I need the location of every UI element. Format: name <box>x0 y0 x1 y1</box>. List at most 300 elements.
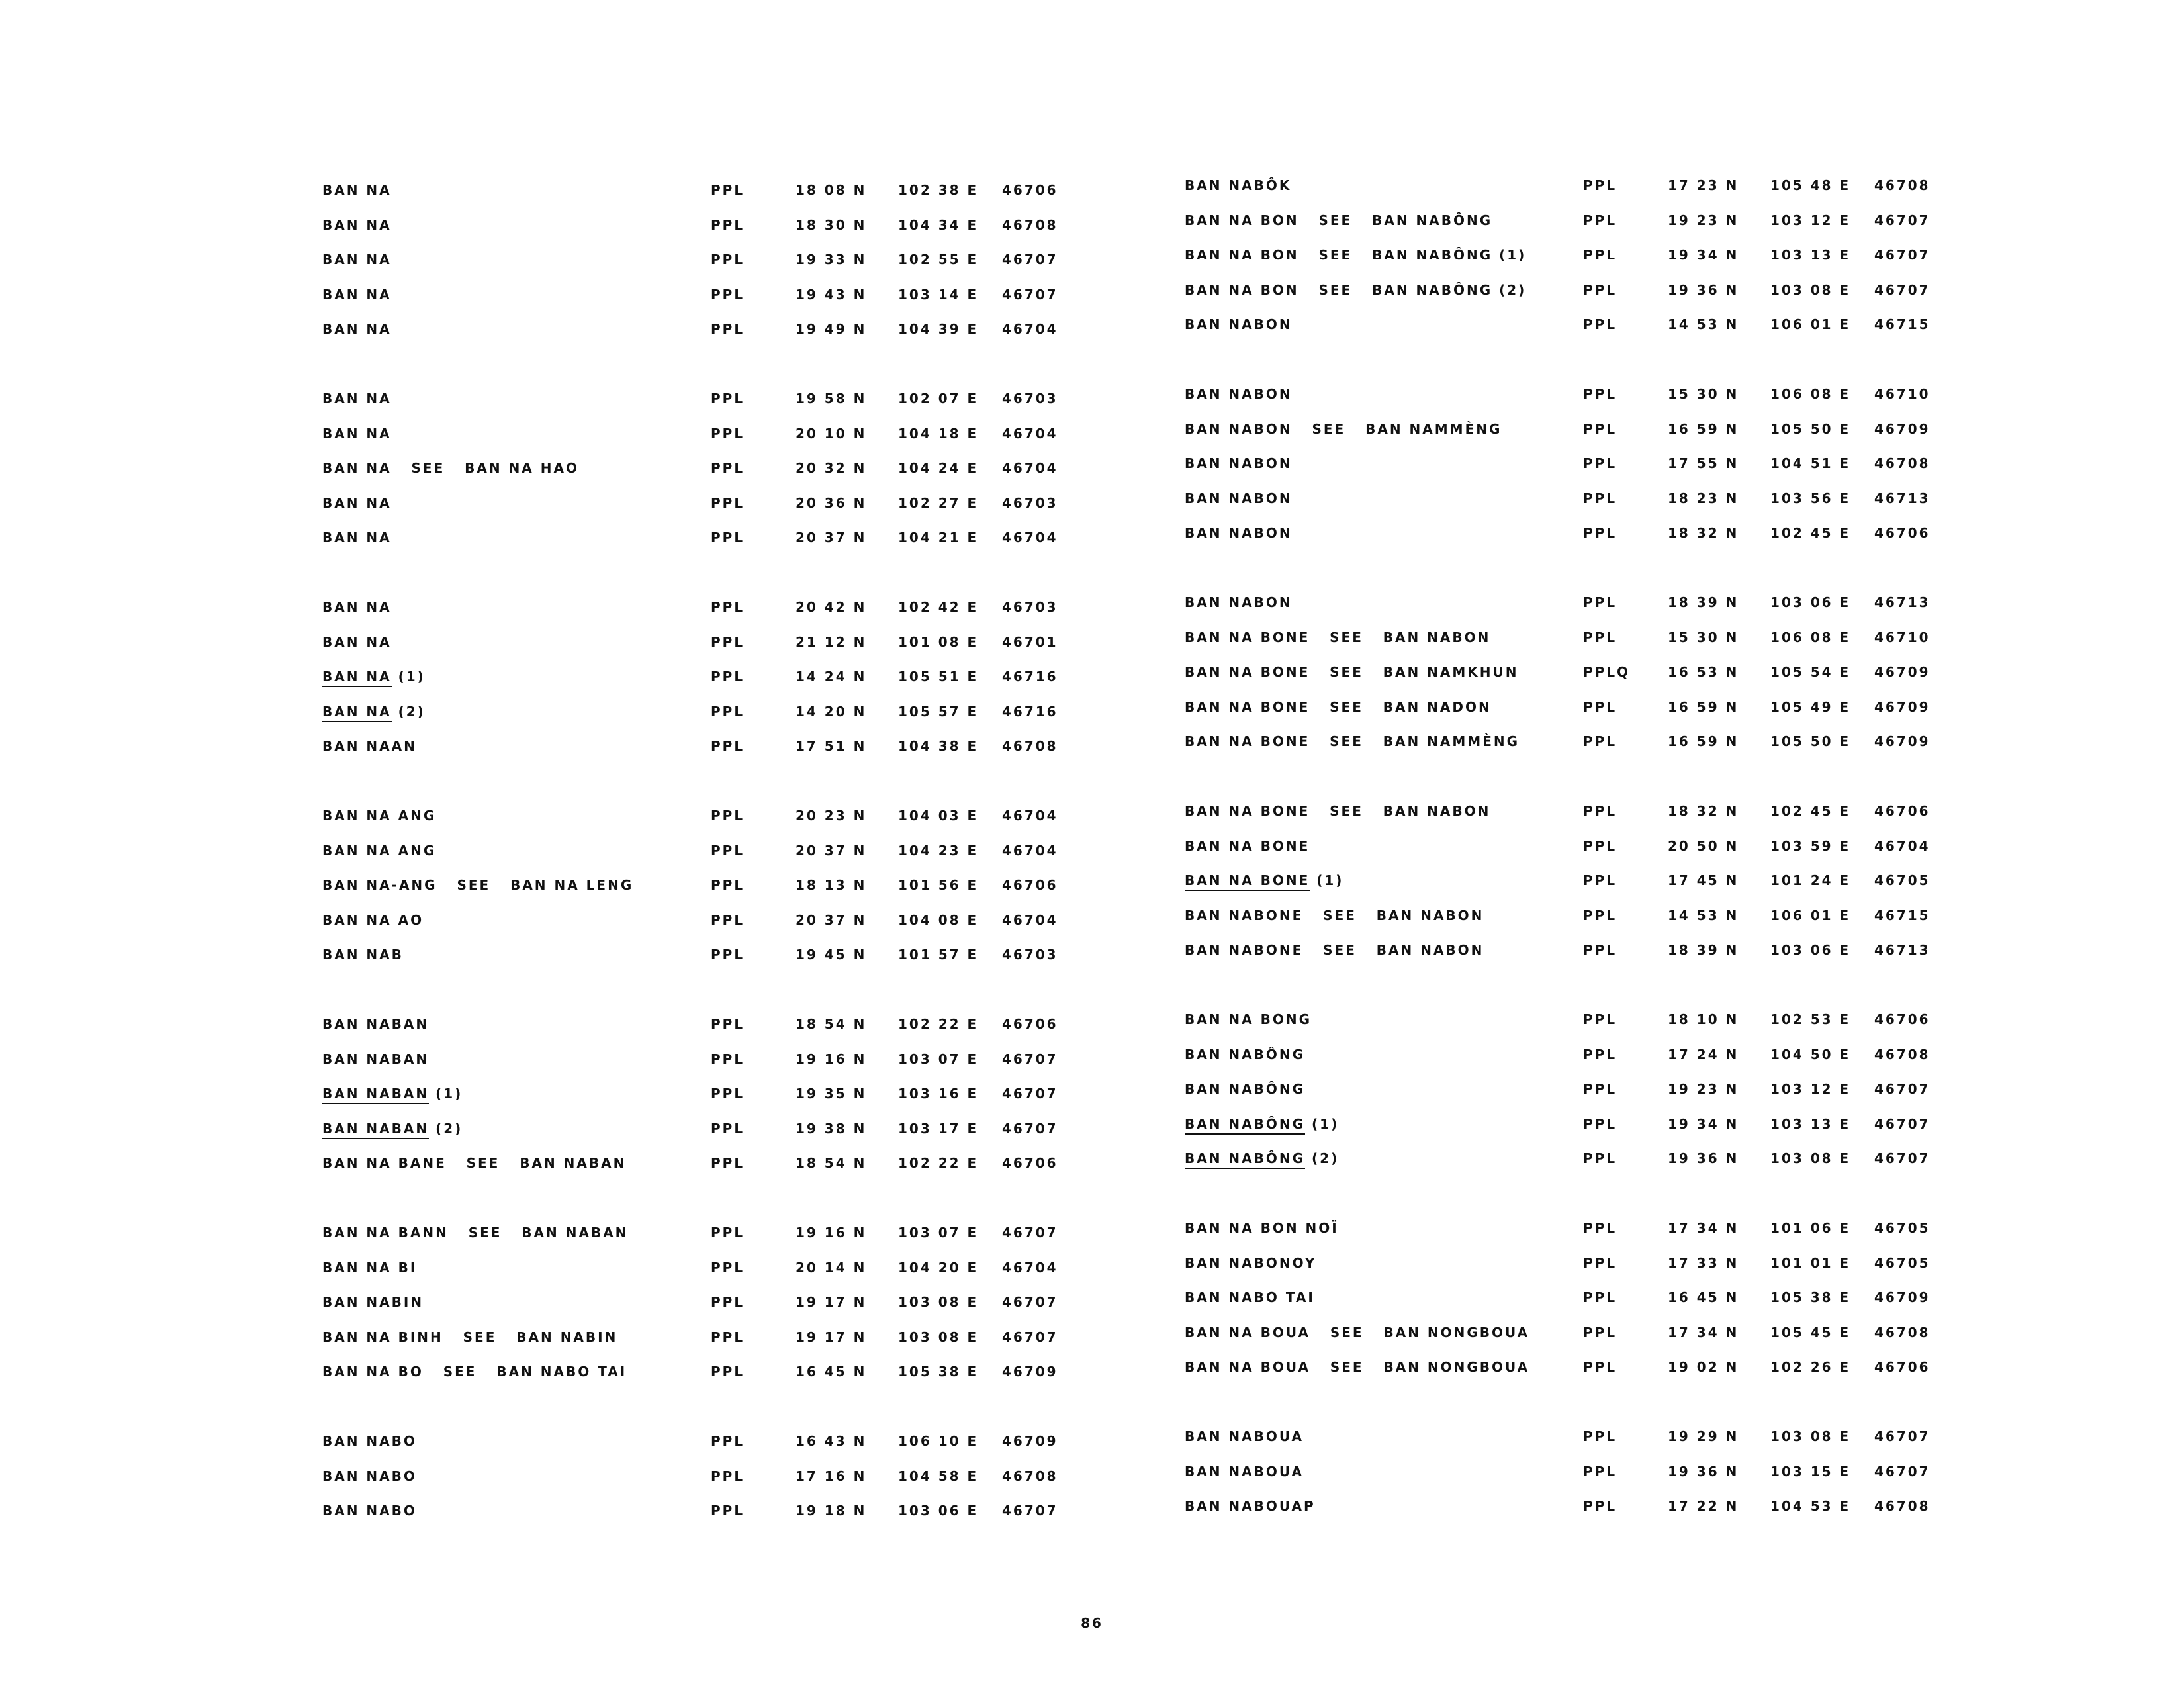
latitude: 20 37 N <box>796 912 867 928</box>
feature-type: PPL <box>1583 455 1617 471</box>
feature-type: PPL <box>1583 907 1617 923</box>
longitude: 103 06 E <box>1770 942 1851 958</box>
feature-type: PPL <box>1583 1289 1617 1305</box>
feature-type: PPL <box>1583 247 1617 263</box>
feature-type: PPL <box>711 842 745 859</box>
entry-row <box>1059 1289 2118 1309</box>
feature-type: PPL <box>711 1468 745 1484</box>
place-name <box>322 495 392 511</box>
longitude: 101 01 E <box>1770 1254 1851 1271</box>
place-name <box>1185 594 1293 610</box>
longitude: 102 45 E <box>1770 803 1851 819</box>
map-sheet-code: 46707 <box>1874 1150 1931 1166</box>
longitude: 105 38 E <box>1770 1289 1851 1305</box>
longitude: 101 08 E <box>898 633 979 650</box>
longitude: 103 06 E <box>898 1503 979 1519</box>
place-name <box>1185 455 1293 471</box>
longitude: 104 21 E <box>898 530 979 545</box>
latitude: 16 53 N <box>1668 664 1739 680</box>
feature-type: PPL <box>711 599 745 615</box>
latitude: 17 45 N <box>1668 872 1739 888</box>
map-sheet-code: 46709 <box>1874 1289 1931 1305</box>
entry-row <box>0 1086 1059 1105</box>
map-sheet-code: 46703 <box>1002 599 1058 615</box>
place-name-text: BAN NA ANG <box>322 842 437 859</box>
feature-type: PPL <box>1583 1463 1617 1479</box>
feature-type: PPL <box>1583 316 1617 332</box>
entry-row <box>0 1225 1059 1244</box>
place-name <box>322 1294 424 1310</box>
map-sheet-code: 46709 <box>1874 733 1931 749</box>
latitude: 20 14 N <box>796 1259 867 1276</box>
map-sheet-code: 46710 <box>1874 629 1931 645</box>
map-sheet-code: 46709 <box>1874 420 1931 437</box>
map-sheet-code: 46706 <box>1002 182 1058 198</box>
place-name <box>1185 733 1520 749</box>
latitude: 21 12 N <box>796 633 867 650</box>
place-name-text: BAN NABON <box>1185 455 1293 471</box>
longitude: 103 14 E <box>898 286 979 303</box>
longitude: 104 03 E <box>898 808 979 823</box>
map-sheet-code: 46707 <box>1874 247 1931 263</box>
latitude: 18 32 N <box>1668 525 1739 541</box>
latitude: 16 45 N <box>796 1364 867 1380</box>
place-name <box>1185 908 1484 923</box>
latitude: 19 36 N <box>1668 1150 1739 1166</box>
place-name <box>322 1364 627 1380</box>
map-sheet-code: 46707 <box>1002 1051 1058 1067</box>
longitude: 101 06 E <box>1770 1220 1851 1236</box>
entry-row <box>0 1051 1059 1071</box>
longitude: 104 34 E <box>898 216 979 233</box>
place-name <box>322 912 424 928</box>
place-name-text: BAN NABAN <box>322 1016 430 1032</box>
entry-row <box>0 1433 1059 1453</box>
latitude: 18 13 N <box>796 877 867 893</box>
place-name <box>1185 1011 1312 1027</box>
feature-type: PPL <box>711 877 745 893</box>
entry-row <box>0 217 1059 237</box>
latitude: 20 42 N <box>796 599 867 615</box>
latitude: 19 45 N <box>796 947 867 962</box>
map-sheet-code: 46707 <box>1002 1086 1058 1102</box>
place-name <box>1185 1289 1315 1305</box>
entry-row <box>1059 733 2118 753</box>
map-sheet-code: 46707 <box>1002 1294 1058 1310</box>
feature-type: PPL <box>1583 1254 1617 1271</box>
map-sheet-code: 46708 <box>1874 1498 1931 1514</box>
place-name-text: BAN NA BANN SEE BAN NABAN <box>322 1225 629 1241</box>
place-name <box>322 530 392 545</box>
map-sheet-code: 46709 <box>1002 1433 1058 1449</box>
longitude: 102 42 E <box>898 599 979 615</box>
place-name-text: BAN NABAN <box>322 1121 429 1139</box>
place-name-suffix: (2) <box>429 1120 463 1137</box>
entry-row <box>1059 838 2118 858</box>
place-name-text: BAN NABOUAP <box>1185 1498 1316 1514</box>
place-name-text: BAN NA BON SEE BAN NABÔNG (2) <box>1185 281 1527 298</box>
place-name-text: BAN NA BO SEE BAN NABO TAI <box>322 1364 627 1380</box>
place-name-text: BAN NA <box>322 494 392 511</box>
latitude: 17 33 N <box>1668 1254 1739 1271</box>
map-sheet-code: 46715 <box>1874 316 1931 332</box>
entry-row <box>1059 1359 2118 1379</box>
map-sheet-code: 46705 <box>1874 1254 1931 1271</box>
map-sheet-code: 46704 <box>1002 808 1058 823</box>
entry-row <box>0 947 1059 966</box>
map-sheet-code: 46709 <box>1874 664 1931 680</box>
map-sheet-code: 46708 <box>1002 738 1058 754</box>
feature-type: PPL <box>1583 594 1617 610</box>
place-name-text: BAN NA <box>322 321 392 337</box>
feature-type: PPL <box>1583 733 1617 749</box>
map-sheet-code: 46707 <box>1874 1463 1931 1479</box>
feature-type: PPL <box>1583 1046 1617 1062</box>
place-name <box>1185 1116 1339 1132</box>
map-sheet-code: 46704 <box>1874 837 1931 854</box>
map-sheet-code: 46708 <box>1874 1324 1931 1340</box>
place-name-text: BAN NA BON SEE BAN NABÔNG (1) <box>1185 247 1527 263</box>
place-name-text: BAN NA <box>322 182 392 198</box>
latitude: 15 30 N <box>1668 386 1739 402</box>
latitude: 17 34 N <box>1668 1324 1739 1340</box>
longitude: 104 39 E <box>898 321 979 337</box>
feature-type: PPL <box>1583 1115 1617 1132</box>
entry-row <box>0 426 1059 445</box>
map-sheet-code: 46709 <box>1874 698 1931 715</box>
entry-row <box>0 704 1059 724</box>
entry-row <box>0 1260 1059 1280</box>
latitude: 14 24 N <box>796 669 867 684</box>
place-name <box>322 669 426 684</box>
entry-row <box>0 599 1059 619</box>
place-name <box>1185 630 1490 645</box>
entry-row <box>1059 1150 2118 1170</box>
feature-type: PPL <box>711 1086 745 1102</box>
entry-row <box>0 1468 1059 1488</box>
place-name-text: BAN NABO <box>322 1433 417 1449</box>
feature-type: PPL <box>1583 525 1617 541</box>
longitude: 103 08 E <box>898 1294 979 1310</box>
feature-type: PPL <box>1583 1359 1617 1375</box>
entry-row <box>1059 177 2118 197</box>
entry-row <box>0 669 1059 688</box>
place-name <box>322 599 392 615</box>
entry-row <box>0 1294 1059 1314</box>
longitude: 103 12 E <box>1770 212 1851 228</box>
longitude: 105 54 E <box>1770 664 1851 680</box>
place-name <box>1185 664 1519 680</box>
entry-row <box>0 634 1059 654</box>
longitude: 101 57 E <box>898 947 979 962</box>
map-sheet-code: 46708 <box>1874 1046 1931 1062</box>
place-name <box>1185 282 1526 298</box>
place-name <box>322 321 392 337</box>
longitude: 105 57 E <box>898 703 979 720</box>
latitude: 19 38 N <box>796 1120 867 1137</box>
longitude: 106 08 E <box>1770 386 1851 402</box>
longitude: 102 27 E <box>898 494 979 511</box>
place-name <box>322 391 392 406</box>
longitude: 102 22 E <box>898 1155 979 1171</box>
entry-row <box>1059 1081 2118 1101</box>
entry-row <box>0 912 1059 932</box>
latitude: 14 20 N <box>796 703 867 720</box>
map-sheet-code: 46713 <box>1874 490 1931 506</box>
feature-type: PPL <box>1583 1220 1617 1236</box>
entry-row <box>1059 1464 2118 1483</box>
longitude: 106 10 E <box>898 1433 979 1449</box>
place-name-text: BAN NA <box>322 425 392 442</box>
entry-row <box>0 182 1059 202</box>
place-name-suffix: (2) <box>1305 1150 1340 1166</box>
place-name-text: BAN NA <box>322 286 392 303</box>
map-sheet-code: 46708 <box>1002 216 1058 233</box>
map-sheet-code: 46709 <box>1002 1364 1058 1380</box>
place-name <box>322 877 633 893</box>
place-name-text: BAN NABIN <box>322 1294 424 1310</box>
longitude: 103 13 E <box>1770 1115 1851 1132</box>
map-sheet-code: 46705 <box>1874 872 1931 888</box>
map-sheet-code: 46703 <box>1002 494 1058 511</box>
place-name <box>1185 177 1291 193</box>
entry-row <box>1059 212 2118 232</box>
latitude: 15 30 N <box>1668 629 1739 645</box>
feature-type: PPL <box>711 738 745 754</box>
entry-row <box>1059 247 2118 267</box>
entry-row <box>1059 1429 2118 1448</box>
longitude: 102 45 E <box>1770 525 1851 541</box>
map-sheet-code: 46707 <box>1002 1503 1058 1519</box>
entry-row <box>1059 594 2118 614</box>
map-sheet-code: 46713 <box>1874 942 1931 958</box>
place-name <box>1185 838 1310 854</box>
place-name-text: BAN NA ANG <box>322 808 437 823</box>
place-name <box>322 1051 429 1067</box>
feature-type: PPL <box>711 669 745 684</box>
longitude: 104 53 E <box>1770 1498 1851 1514</box>
map-sheet-code: 46706 <box>1874 1359 1931 1375</box>
feature-type: PPL <box>1583 1324 1617 1340</box>
longitude: 105 50 E <box>1770 420 1851 437</box>
entry-row <box>1059 316 2118 336</box>
latitude: 19 33 N <box>796 252 867 267</box>
entry-row <box>0 1155 1059 1175</box>
longitude: 105 49 E <box>1770 698 1851 715</box>
place-name <box>322 947 404 962</box>
longitude: 106 01 E <box>1770 907 1851 923</box>
place-name <box>1185 1325 1529 1340</box>
entry-row <box>0 1329 1059 1349</box>
place-name-text: BAN NABOUA <box>1185 1463 1304 1479</box>
place-name <box>322 1121 463 1137</box>
place-name-text: BAN NA <box>322 252 392 267</box>
place-name <box>322 1016 429 1032</box>
latitude: 16 59 N <box>1668 698 1739 715</box>
map-sheet-code: 46716 <box>1002 669 1058 684</box>
latitude: 18 08 N <box>796 182 867 198</box>
place-name-text: BAN NA BON NOÏ <box>1185 1220 1339 1236</box>
entry-row <box>1059 1325 2118 1344</box>
longitude: 102 55 E <box>898 252 979 267</box>
map-sheet-code: 46704 <box>1002 530 1058 545</box>
latitude: 19 35 N <box>796 1086 867 1102</box>
place-name-text: BAN NABON <box>1185 490 1293 506</box>
place-name <box>322 634 392 650</box>
longitude: 105 50 E <box>1770 733 1851 749</box>
latitude: 20 10 N <box>796 425 867 442</box>
feature-type: PPL <box>711 1364 745 1380</box>
feature-type: PPL <box>1583 837 1617 854</box>
longitude: 101 56 E <box>898 877 979 893</box>
entry-row <box>0 1121 1059 1141</box>
place-name-text: BAN NA BONE SEE BAN NAMKHUN <box>1185 664 1519 680</box>
place-name-text: BAN NA BI <box>322 1259 418 1276</box>
latitude: 19 34 N <box>1668 247 1739 263</box>
latitude: 19 58 N <box>796 391 867 406</box>
map-sheet-code: 46705 <box>1874 1220 1931 1236</box>
place-name <box>322 1468 417 1484</box>
entry-row <box>1059 491 2118 510</box>
longitude: 103 08 E <box>1770 1150 1851 1166</box>
longitude: 103 17 E <box>898 1120 979 1137</box>
place-name-text: BAN NA <box>322 216 392 233</box>
place-name <box>322 1329 617 1345</box>
place-name <box>322 1260 417 1276</box>
place-name <box>322 182 392 198</box>
latitude: 18 54 N <box>796 1016 867 1032</box>
longitude: 104 20 E <box>898 1259 979 1276</box>
place-name <box>1185 1429 1304 1444</box>
entry-row <box>1059 803 2118 823</box>
place-name <box>1185 491 1293 506</box>
feature-type: PPL <box>711 216 745 233</box>
place-name-text: BAN NA BONE SEE BAN NAMMÈNG <box>1185 733 1520 749</box>
latitude: 19 16 N <box>796 1225 867 1241</box>
place-name-text: BAN NABONE SEE BAN NABON <box>1185 942 1484 958</box>
entry-row <box>1059 1047 2118 1066</box>
latitude: 16 45 N <box>1668 1289 1739 1305</box>
longitude: 103 07 E <box>898 1051 979 1067</box>
feature-type: PPL <box>1583 803 1617 819</box>
map-sheet-code: 46701 <box>1002 633 1058 650</box>
place-name <box>1185 699 1492 715</box>
place-name <box>322 738 417 754</box>
place-name-text: BAN NA <box>322 391 392 406</box>
map-sheet-code: 46707 <box>1002 1225 1058 1241</box>
longitude: 103 15 E <box>1770 1463 1851 1479</box>
place-name-text: BAN NABON <box>1185 594 1293 610</box>
place-name <box>322 287 392 303</box>
feature-type: PPL <box>711 391 745 406</box>
place-name <box>322 460 579 476</box>
place-name <box>322 1155 626 1171</box>
place-name-text: BAN NA-ANG SEE BAN NA LENG <box>322 877 634 893</box>
entry-row <box>1059 1011 2118 1031</box>
place-name <box>1185 247 1526 263</box>
map-sheet-code: 46704 <box>1002 1259 1058 1276</box>
feature-type: PPL <box>1583 1150 1617 1166</box>
place-name-text: BAN NA BONG <box>1185 1011 1312 1027</box>
feature-type: PPL <box>711 286 745 303</box>
entry-row <box>1059 908 2118 927</box>
feature-type: PPL <box>1583 1498 1617 1514</box>
latitude: 18 32 N <box>1668 803 1739 819</box>
latitude: 19 23 N <box>1668 212 1739 228</box>
place-name <box>1185 386 1293 402</box>
feature-type: PPL <box>1583 490 1617 506</box>
feature-type: PPL <box>711 912 745 928</box>
map-sheet-code: 46706 <box>1002 877 1058 893</box>
entry-row <box>1059 1220 2118 1240</box>
place-name-text: BAN NABÔNG <box>1185 1046 1306 1062</box>
feature-type: PPL <box>711 1225 745 1241</box>
place-name <box>1185 942 1484 958</box>
place-name <box>322 1503 417 1519</box>
place-name-suffix: (1) <box>1310 872 1344 888</box>
latitude: 20 23 N <box>796 808 867 823</box>
entry-row <box>1059 525 2118 545</box>
map-sheet-code: 46707 <box>1002 1329 1058 1345</box>
latitude: 19 18 N <box>796 1503 867 1519</box>
feature-type: PPL <box>1583 177 1617 193</box>
place-name-text: BAN NAAN <box>322 738 417 754</box>
place-name <box>322 704 426 720</box>
longitude: 103 56 E <box>1770 490 1851 506</box>
latitude: 19 49 N <box>796 321 867 337</box>
feature-type: PPL <box>1583 698 1617 715</box>
map-sheet-code: 46707 <box>1874 1081 1931 1097</box>
map-sheet-code: 46706 <box>1874 525 1931 541</box>
feature-type: PPL <box>711 1503 745 1519</box>
place-name-text: BAN NABÔK <box>1185 177 1292 193</box>
longitude: 101 24 E <box>1770 872 1851 888</box>
longitude: 103 13 E <box>1770 247 1851 263</box>
map-sheet-code: 46707 <box>1002 1120 1058 1137</box>
latitude: 17 51 N <box>796 738 867 754</box>
map-sheet-code: 46707 <box>1874 281 1931 298</box>
entry-row <box>0 495 1059 515</box>
place-name-text: BAN NABONOY <box>1185 1254 1317 1271</box>
place-name <box>1185 421 1502 437</box>
place-name-text: BAN NABO <box>322 1503 417 1519</box>
feature-type: PPL <box>711 252 745 267</box>
longitude: 103 16 E <box>898 1086 979 1102</box>
entry-row <box>0 877 1059 897</box>
feature-type: PPL <box>711 321 745 337</box>
longitude: 105 45 E <box>1770 1324 1851 1340</box>
place-name-text: BAN NA BONE <box>1185 872 1310 891</box>
place-name-text: BAN NA <box>322 633 392 650</box>
longitude: 102 53 E <box>1770 1011 1851 1027</box>
place-name <box>322 1225 628 1241</box>
feature-type: PPL <box>1583 629 1617 645</box>
place-name <box>1185 803 1490 819</box>
latitude: 14 53 N <box>1668 316 1739 332</box>
latitude: 14 53 N <box>1668 907 1739 923</box>
latitude: 16 43 N <box>796 1433 867 1449</box>
place-name-text: BAN NA <box>322 599 392 615</box>
place-name-text: BAN NABOUA <box>1185 1429 1304 1444</box>
entry-row <box>0 287 1059 306</box>
entry-row <box>0 1364 1059 1383</box>
feature-type: PPL <box>711 425 745 442</box>
latitude: 18 39 N <box>1668 594 1739 610</box>
entry-row <box>1059 455 2118 475</box>
map-sheet-code: 46708 <box>1874 455 1931 471</box>
latitude: 17 34 N <box>1668 1220 1739 1236</box>
feature-type: PPL <box>711 1329 745 1345</box>
